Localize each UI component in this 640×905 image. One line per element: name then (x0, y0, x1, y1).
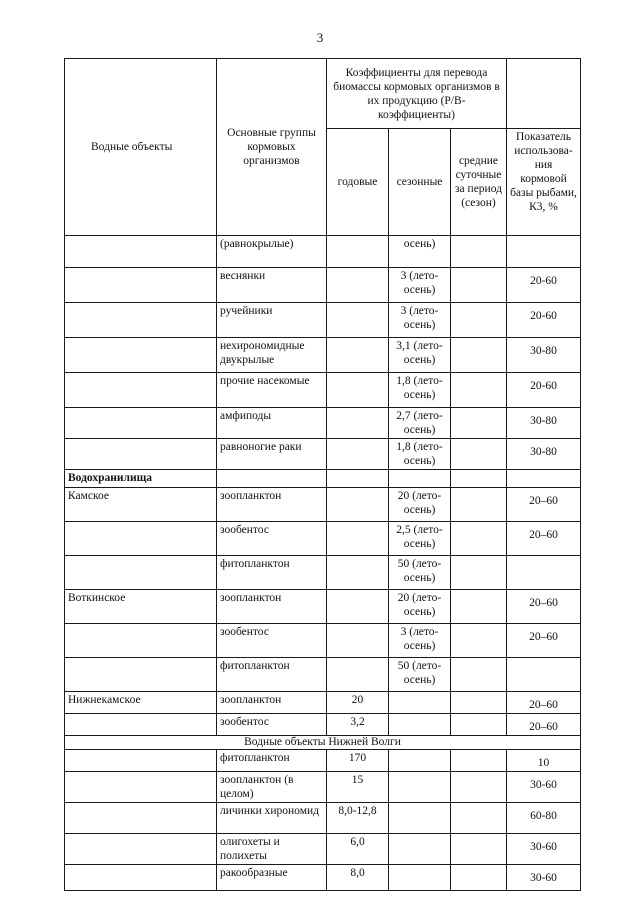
table-row (65, 714, 581, 736)
cell-annual: 20 (327, 692, 389, 714)
cell-daily (451, 834, 507, 865)
cell-index: 20-60 (507, 303, 581, 338)
header-seasonal: сезонные (389, 129, 451, 236)
cell-object (65, 865, 217, 891)
cell-seasonal: 3 (лето-осень) (389, 624, 451, 658)
cell-object (65, 522, 217, 556)
table-row (65, 865, 581, 891)
cell-group: зоопланктон (217, 488, 327, 522)
cell-seasonal: 3 (лето-осень) (389, 303, 451, 338)
cell-seasonal: 3,1 (лето-осень) (389, 338, 451, 373)
cell-daily (451, 522, 507, 556)
cell-seasonal (389, 714, 451, 736)
cell-group: ручейники (217, 303, 327, 338)
cell-group: зоопланктон (217, 590, 327, 624)
cell-group: олигохеты и полихеты (217, 834, 327, 865)
cell-daily (451, 439, 507, 470)
cell-index (507, 470, 581, 488)
cell-group: нехирономидные двукрылые (217, 338, 327, 373)
cell-object (65, 408, 217, 439)
cell-index: 30-80 (507, 439, 581, 470)
cell-index: 30-60 (507, 865, 581, 891)
cell-index: 20–60 (507, 624, 581, 658)
cell-group: зоопланктон (в целом) (217, 772, 327, 803)
table-row (65, 522, 581, 556)
cell-daily (451, 714, 507, 736)
table-row (65, 658, 581, 692)
cell-seasonal: 2,7 (лето-осень) (389, 408, 451, 439)
cell-daily (451, 236, 507, 268)
cell-annual (327, 338, 389, 373)
cell-group: зоопланктон (217, 692, 327, 714)
cell-seasonal: 20 (лето-осень) (389, 590, 451, 624)
cell-daily (451, 692, 507, 714)
coefficient-table (64, 58, 581, 891)
cell-annual (327, 408, 389, 439)
cell-seasonal: 50 (лето-осень) (389, 658, 451, 692)
header-objects: Водные объекты (65, 59, 217, 236)
cell-seasonal: 1,8 (лето-осень) (389, 373, 451, 408)
cell-seasonal (389, 803, 451, 834)
cell-seasonal: 1,8 (лето-осень) (389, 439, 451, 470)
cell-daily (451, 556, 507, 590)
header-coefficients: Коэффициенты для перевода биомассы кормовых организмов в их продукцию (Р/В-коэффициенты) (327, 59, 507, 129)
cell-group: ракообразные (217, 865, 327, 891)
cell-object: Воткинское (65, 590, 217, 624)
cell-annual: 8,0-12,8 (327, 803, 389, 834)
cell-seasonal (389, 750, 451, 772)
cell-group (217, 470, 327, 488)
cell-daily (451, 865, 507, 891)
cell-group: веснянки (217, 268, 327, 303)
cell-annual (327, 268, 389, 303)
cell-group: зообентос (217, 714, 327, 736)
cell-seasonal (389, 834, 451, 865)
cell-daily (451, 658, 507, 692)
table-row (65, 556, 581, 590)
table-row (65, 772, 581, 803)
cell-annual (327, 236, 389, 268)
cell-object (65, 303, 217, 338)
cell-annual (327, 439, 389, 470)
volga-heading-row (65, 736, 581, 750)
cell-index: 10 (507, 750, 581, 772)
cell-object (65, 556, 217, 590)
cell-annual (327, 590, 389, 624)
volga-heading: Водные объекты Нижней Волги (65, 736, 581, 750)
cell-annual (327, 373, 389, 408)
table-row (65, 590, 581, 624)
cell-group: равноногие раки (217, 439, 327, 470)
cell-object (65, 338, 217, 373)
table-row (65, 303, 581, 338)
cell-annual (327, 488, 389, 522)
cell-seasonal: 20 (лето-осень) (389, 488, 451, 522)
cell-object (65, 658, 217, 692)
cell-object (65, 373, 217, 408)
header-groups: Основные группы кормовых организмов (217, 59, 327, 236)
cell-daily (451, 590, 507, 624)
cell-daily (451, 408, 507, 439)
table-row (65, 236, 581, 268)
cell-daily (451, 488, 507, 522)
cell-object (65, 268, 217, 303)
cell-annual (327, 624, 389, 658)
table-row (65, 338, 581, 373)
table-row (65, 692, 581, 714)
table-row (65, 488, 581, 522)
header-daily: средние суточные за период (сезон) (451, 129, 507, 236)
table-row (65, 803, 581, 834)
cell-group: фитопланктон (217, 556, 327, 590)
cell-daily (451, 268, 507, 303)
cell-object: Нижнекамское (65, 692, 217, 714)
cell-seasonal (389, 865, 451, 891)
cell-index: 20–60 (507, 692, 581, 714)
cell-annual: 170 (327, 750, 389, 772)
header-index: Показатель использова-ния кормовой базы рыбами, К3, % (507, 129, 581, 236)
cell-annual (327, 658, 389, 692)
cell-group: зообентос (217, 522, 327, 556)
cell-object (65, 803, 217, 834)
cell-seasonal: осень) (389, 236, 451, 268)
cell-index: 30-80 (507, 338, 581, 373)
cell-index: 20-60 (507, 373, 581, 408)
table-row (65, 373, 581, 408)
header-index-top (507, 59, 581, 129)
cell-index: 30-60 (507, 772, 581, 803)
cell-index: 20–60 (507, 590, 581, 624)
cell-index: 20–60 (507, 488, 581, 522)
cell-object (65, 236, 217, 268)
cell-group: личинки хирономид (217, 803, 327, 834)
cell-group: прочие насекомые (217, 373, 327, 408)
cell-index (507, 556, 581, 590)
cell-seasonal: 50 (лето-осень) (389, 556, 451, 590)
table-row (65, 834, 581, 865)
cell-index: 30-60 (507, 834, 581, 865)
table-row (65, 439, 581, 470)
cell-annual (327, 303, 389, 338)
cell-daily (451, 772, 507, 803)
cell-seasonal (389, 772, 451, 803)
cell-daily (451, 470, 507, 488)
cell-annual (327, 556, 389, 590)
cell-index (507, 658, 581, 692)
cell-index: 20-60 (507, 268, 581, 303)
cell-seasonal: 2,5 (лето-осень) (389, 522, 451, 556)
cell-object: Камское (65, 488, 217, 522)
cell-seasonal: 3 (лето-осень) (389, 268, 451, 303)
cell-index: 60-80 (507, 803, 581, 834)
table-row (65, 408, 581, 439)
table-row (65, 624, 581, 658)
header-annual: годовые (327, 129, 389, 236)
page-number: 3 (316, 30, 324, 45)
cell-daily (451, 750, 507, 772)
cell-daily (451, 803, 507, 834)
cell-daily (451, 624, 507, 658)
cell-seasonal (389, 470, 451, 488)
cell-object (65, 439, 217, 470)
cell-group: амфиподы (217, 408, 327, 439)
cell-daily (451, 303, 507, 338)
cell-object: Водохранилища (65, 470, 217, 488)
cell-group: зообентос (217, 624, 327, 658)
cell-seasonal (389, 692, 451, 714)
cell-object (65, 714, 217, 736)
cell-annual: 6,0 (327, 834, 389, 865)
cell-group: фитопланктон (217, 750, 327, 772)
table-row (65, 750, 581, 772)
cell-index (507, 236, 581, 268)
cell-annual (327, 522, 389, 556)
cell-annual (327, 470, 389, 488)
cell-index: 30-80 (507, 408, 581, 439)
cell-index: 20–60 (507, 714, 581, 736)
cell-index: 20–60 (507, 522, 581, 556)
cell-group: фитопланктон (217, 658, 327, 692)
cell-object (65, 750, 217, 772)
table-row (65, 470, 581, 488)
cell-daily (451, 338, 507, 373)
cell-annual: 8,0 (327, 865, 389, 891)
cell-object (65, 834, 217, 865)
table-row (65, 268, 581, 303)
cell-object (65, 772, 217, 803)
header-row-1 (65, 59, 581, 129)
cell-daily (451, 373, 507, 408)
cell-annual: 15 (327, 772, 389, 803)
cell-object (65, 624, 217, 658)
cell-annual: 3,2 (327, 714, 389, 736)
cell-group: (равнокрылые) (217, 236, 327, 268)
